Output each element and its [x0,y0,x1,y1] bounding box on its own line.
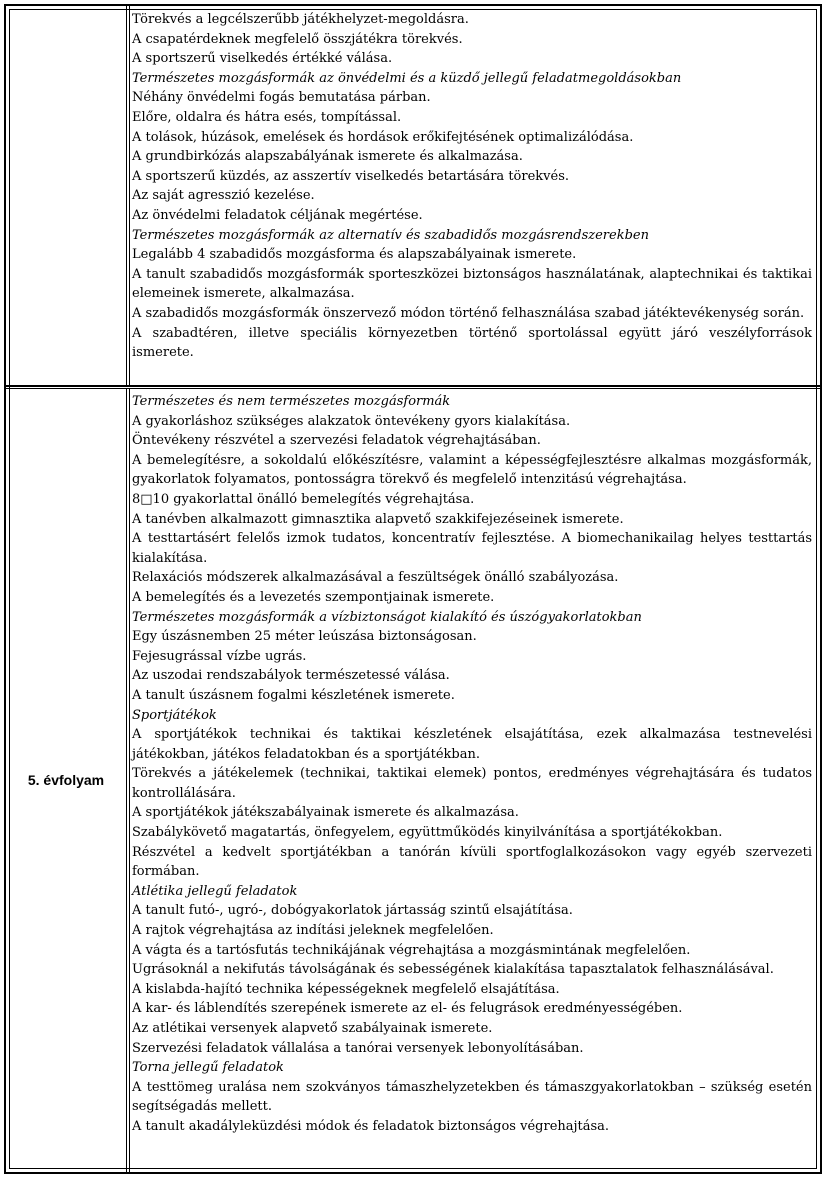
section-heading: Természetes és nem természetes mozgásformák [132,394,451,409]
requirement-item: A sportjátékok játékszabályainak ismerete és alkalmazása. [132,805,519,821]
requirement-item: Az önvédelmi feladatok céljának megértése. [132,207,423,223]
requirement-item: A tanult úszásnem fogalmi készletének ismerete. [132,687,455,703]
requirement-item: A sportszerű küzdés, az asszertív viselkedés betartására törekvés. [132,168,569,184]
grade-label: 5. évfolyam [27,772,105,788]
table-row-grade-5 [6,388,820,1172]
curriculum-table [4,4,822,1174]
requirement-item: A tanult futó-, ugró-, dobógyakorlatok jártasság szintű elsajátítása. [132,903,573,919]
requirement-item: A tolások, húzások, emelések és hordások erőkifejtésének optimalizálódása. [132,129,634,145]
section-heading: Sportjátékok [132,707,217,723]
requirement-item: 8□10 gyakorlattal önálló bemelegítés végrehajtása. [132,491,475,507]
requirement-item: A tanult akadályleküzdési módok és feladatok biztonságos végrehajtása. [132,1118,610,1134]
requirement-item: Törekvés a játékelemek (technikai, taktikai elemek) pontos, eredményes végrehajtására és tudatos kontrollálására. [132,766,812,801]
grade-cell-empty [6,6,127,386]
requirement-item: Fejesugrással vízbe ugrás. [132,648,307,664]
requirement-item: A kar- és láblendítés szerepének ismerete az el- és felugrások eredményességében. [132,1001,683,1017]
requirement-item: A grundbirkózás alapszabályának ismerete és alkalmazása. [132,149,523,165]
requirements-cell [132,392,812,1172]
table-row-continuation [6,6,820,387]
requirement-item: Részvétel a kedvelt sportjátékban a tanórán kívüli sportfoglalkozásokon vagy egyéb szervezeti formában. [132,844,812,880]
requirement-item: A sportszerű viselkedés értékké válása. [132,51,393,67]
section-heading: Természetes mozgásformák az alternatív és szabadidős mozgásrendszerekben [132,227,649,243]
requirement-item: Szervezési feladatok vállalása a tanórai versenyek lebonyolításában. [132,1040,584,1056]
requirement-item: Az atlétikai versenyek alapvető szabályainak ismerete. [132,1021,493,1036]
requirement-item: A sportjátékok technikai és taktikai készletének elsajátítása, ezek alkalmazása testnevelési játékokban, játékos feladatokban és a sportjátékban. [132,727,812,762]
requirement-item: Egy úszásnemben 25 méter leúszása biztonságosan. [132,629,477,645]
requirement-item: A kislabda-hajító technika képességeknek megfelelő elsajátítása. [132,981,560,997]
requirement-item: Szabálykövető magatartás, önfegyelem, együttműködés kinyilvánítása a sportjátékokban. [132,825,723,841]
requirement-item: Az uszodai rendszabályok természetessé válása. [132,668,450,684]
requirement-item: A testtömeg uralása nem szokványos támaszhelyzetekben és támaszgyakorlatokban – szükség esetén segítségadás mellett. [132,1079,812,1115]
section-heading: Atlétika jellegű feladatok [132,883,298,899]
requirement-item: Ugrásoknál a nekifutás távolságának és sebességének kialakítása tapasztalatok felhasználásával. [132,962,774,978]
requirement-item: A tanévben alkalmazott gimnasztika alapvető szakkifejezéseinek ismerete. [132,511,624,527]
section-heading: Természetes mozgásformák a vízbiztonságot kialakító és úszógyakorlatokban [132,609,642,625]
requirement-item: Az saját agresszió kezelése. [132,188,315,204]
requirement-item: Előre, oldalra és hátra esés, tompítással. [132,109,402,125]
requirement-item: A bemelegítés és a levezetés szempontjainak ismerete. [132,589,495,605]
requirement-item: A csapatérdeknek megfelelő összjátékra törekvés. [132,31,463,47]
requirement-item: A bemelegítésre, a sokoldalú előkészítésre, valamint a képességfejlesztésre alkalmas mozgásformák, gyakorlatok folyamatos, pontosságra törekvő és megfelelő intenzitású végrehajtása. [132,452,812,488]
requirement-item: Öntevékeny részvétel a szervezési feladatok végrehajtásában. [132,433,541,449]
requirement-item: Törekvés a legcélszerűbb játékhelyzet-megoldásra. [132,12,469,27]
requirement-item: A vágta és a tartósfutás technikájának végrehajtása a mozgásmintának megfelelően. [132,942,691,958]
section-heading: Torna jellegű feladatok [132,1060,284,1076]
requirements-cell [132,10,812,386]
grade-cell [6,388,127,1172]
section-heading: Természetes mozgásformák az önvédelmi és a küzdő jellegű feladatmegoldásokban [132,70,682,86]
requirement-item: A testtartásért felelős izmok tudatos, koncentratív fejlesztése. A biomechanikailag helyes testtartás kialakítása. [132,531,812,566]
requirement-item: A szabadidős mozgásformák önszervező módon történő felhasználása szabad játéktevékenység során. [132,305,805,321]
requirement-item: Néhány önvédelmi fogás bemutatása párban. [132,90,431,106]
requirement-item: Legalább 4 szabadidős mozgásforma és alapszabályainak ismerete. [132,247,577,263]
requirement-item: A gyakorláshoz szükséges alakzatok öntevékeny gyors kialakítása. [132,413,571,429]
requirement-item: Relaxációs módszerek alkalmazásával a feszültségek önálló szabályozása. [132,570,619,586]
requirement-item: A tanult szabadidős mozgásformák sporteszközei biztonságos használatának, alaptechnikai és taktikai elemeinek ismerete, alkalmazása. [132,266,812,302]
requirement-item: A szabadtéren, illetve speciális környezetben történő sportolással együtt járó veszélyforrások ismerete. [132,325,812,361]
requirement-item: A rajtok végrehajtása az indítási jeleknek megfelelően. [132,923,494,939]
